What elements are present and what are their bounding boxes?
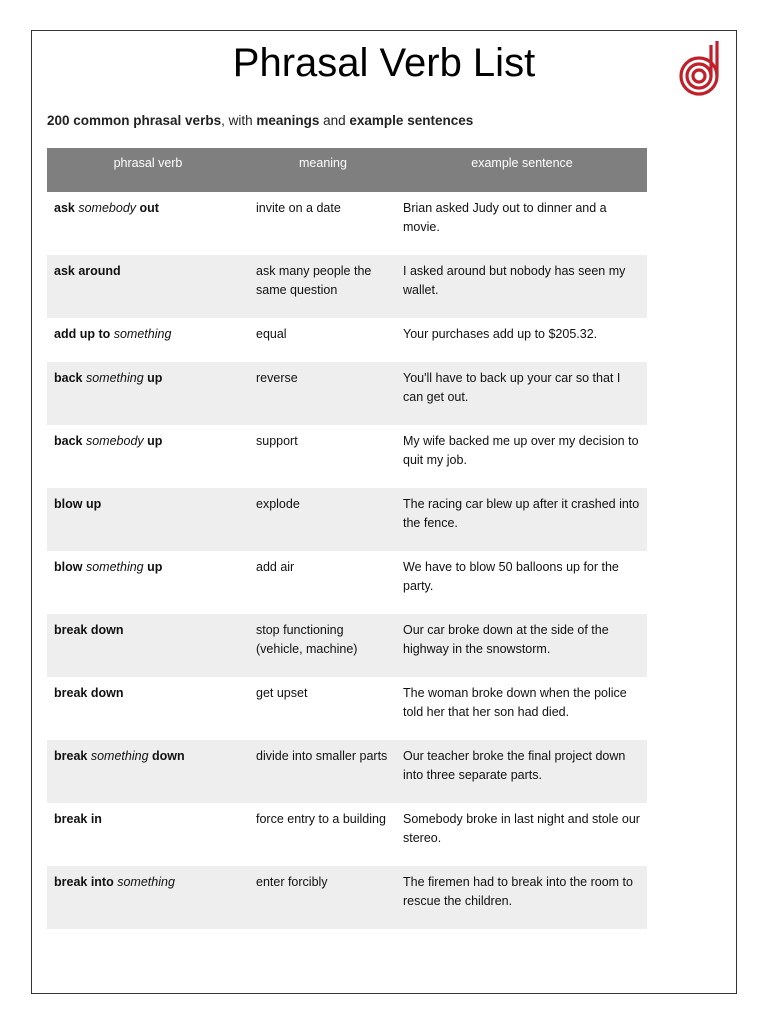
phrasal-verb-part: blow up (54, 497, 102, 511)
example-sentence-cell: The racing car blew up after it crashed into the fence. (403, 497, 640, 530)
table-row (47, 425, 647, 488)
page-title: Phrasal Verb List (232, 41, 536, 85)
meaning-cell: force entry to a building (256, 812, 386, 826)
column-header-phrasal-verb: phrasal verb (113, 156, 183, 170)
example-sentence-cell: The woman broke down when the police told her that her son had died. (403, 686, 627, 719)
example-sentence-cell: Brian asked Judy out to dinner and a movie. (403, 201, 607, 234)
meaning-cell: enter forcibly (256, 875, 328, 889)
phrasal-verb-part: out (136, 201, 159, 215)
subtitle-text-2: and (319, 113, 350, 128)
table-row (47, 740, 647, 803)
phrasal-verb-part: up (143, 560, 163, 574)
phrasal-verb-cell (47, 803, 249, 866)
phrasal-verb-part: something (117, 875, 175, 889)
phrasal-verb-part: up (143, 434, 163, 448)
example-sentence-cell: You'll have to back up your car so that I can get out. (403, 371, 621, 404)
subtitle-text-1: , with (221, 113, 257, 128)
example-sentence-cell: Our car broke down at the side of the highway in the snowstorm. (403, 623, 609, 656)
table-row (47, 488, 647, 551)
phrasal-verb-part: blow (54, 560, 86, 574)
phrasal-verb-part: break into (54, 875, 118, 889)
phrasal-verb-part: break (54, 749, 91, 763)
table-header (47, 148, 647, 192)
table-body (47, 192, 647, 929)
table-row (47, 551, 647, 614)
meaning-cell: add air (256, 560, 295, 574)
meaning-cell: ask many people the same question (256, 264, 372, 297)
table-row (47, 803, 647, 866)
phrasal-verb-table (47, 148, 647, 929)
column-header-example: example sentence (471, 156, 573, 170)
phrasal-verb-part: up (143, 371, 163, 385)
meaning-cell: stop functioning (vehicle, machine) (256, 623, 358, 656)
meaning-cell: reverse (256, 371, 298, 385)
table-row (47, 318, 647, 362)
phrasal-verb-cell (47, 192, 249, 255)
phrasal-verb-cell (47, 488, 249, 551)
phrasal-verb-part: somebody (78, 201, 137, 215)
phrasal-verb-cell (47, 677, 249, 740)
phrasal-verb-part: break down (54, 686, 124, 700)
phrasal-verb-part: add up to (54, 327, 114, 341)
table-row (47, 192, 647, 255)
phrasal-verb-part: something (85, 371, 144, 385)
phrasal-verb-cell (47, 551, 249, 614)
subtitle-bold-1: 200 common phrasal verbs (47, 113, 222, 128)
phrasal-verb-part: break in (54, 812, 102, 826)
phrasal-verb-cell (47, 362, 249, 425)
meaning-cell: support (256, 434, 298, 448)
phrasal-verb-cell (47, 614, 249, 677)
phrasal-verb-part: somebody (85, 434, 144, 448)
column-header-meaning: meaning (299, 156, 347, 170)
phrasal-verb-part: something (113, 327, 172, 341)
phrasal-verb-cell (47, 866, 249, 929)
phrasal-verb-part: down (148, 749, 185, 763)
meaning-cell: explode (256, 497, 300, 511)
table-row (47, 362, 647, 425)
example-sentence-cell: The firemen had to break into the room to rescue the children. (403, 875, 633, 908)
brand-logo-icon (677, 38, 727, 98)
meaning-cell: get upset (256, 686, 308, 700)
phrasal-verb-part: ask around (54, 264, 121, 278)
example-sentence-cell: We have to blow 50 balloons up for the party. (403, 560, 619, 593)
phrasal-verb-part: something (90, 749, 149, 763)
phrasal-verb-cell (47, 425, 249, 488)
phrasal-verb-part: back (54, 434, 86, 448)
table-row (47, 614, 647, 677)
meaning-cell: divide into smaller parts (256, 749, 388, 763)
phrasal-verb-part: something (85, 560, 144, 574)
example-sentence-cell: I asked around but nobody has seen my wallet. (403, 264, 626, 297)
table-row (47, 677, 647, 740)
meaning-cell: invite on a date (256, 201, 341, 215)
phrasal-verb-cell (47, 318, 249, 362)
document-page (31, 30, 737, 994)
example-sentence-cell: Your purchases add up to $205.32. (403, 327, 598, 341)
phrasal-verb-part: break down (54, 623, 124, 637)
meaning-cell: equal (256, 327, 287, 341)
table-row (47, 866, 647, 929)
phrasal-verb-cell (47, 740, 249, 803)
phrasal-verb-part: ask (54, 201, 79, 215)
table-row (47, 255, 647, 318)
subtitle-bold-3: example sentences (349, 113, 474, 128)
example-sentence-cell: Our teacher broke the final project down into three separate parts. (403, 749, 626, 782)
page-subtitle (47, 113, 473, 128)
phrasal-verb-part: back (54, 371, 86, 385)
example-sentence-cell: Somebody broke in last night and stole our stereo. (403, 812, 640, 845)
example-sentence-cell: My wife backed me up over my decision to quit my job. (403, 434, 639, 467)
phrasal-verb-cell (47, 255, 249, 318)
subtitle-bold-2: meanings (256, 113, 320, 128)
